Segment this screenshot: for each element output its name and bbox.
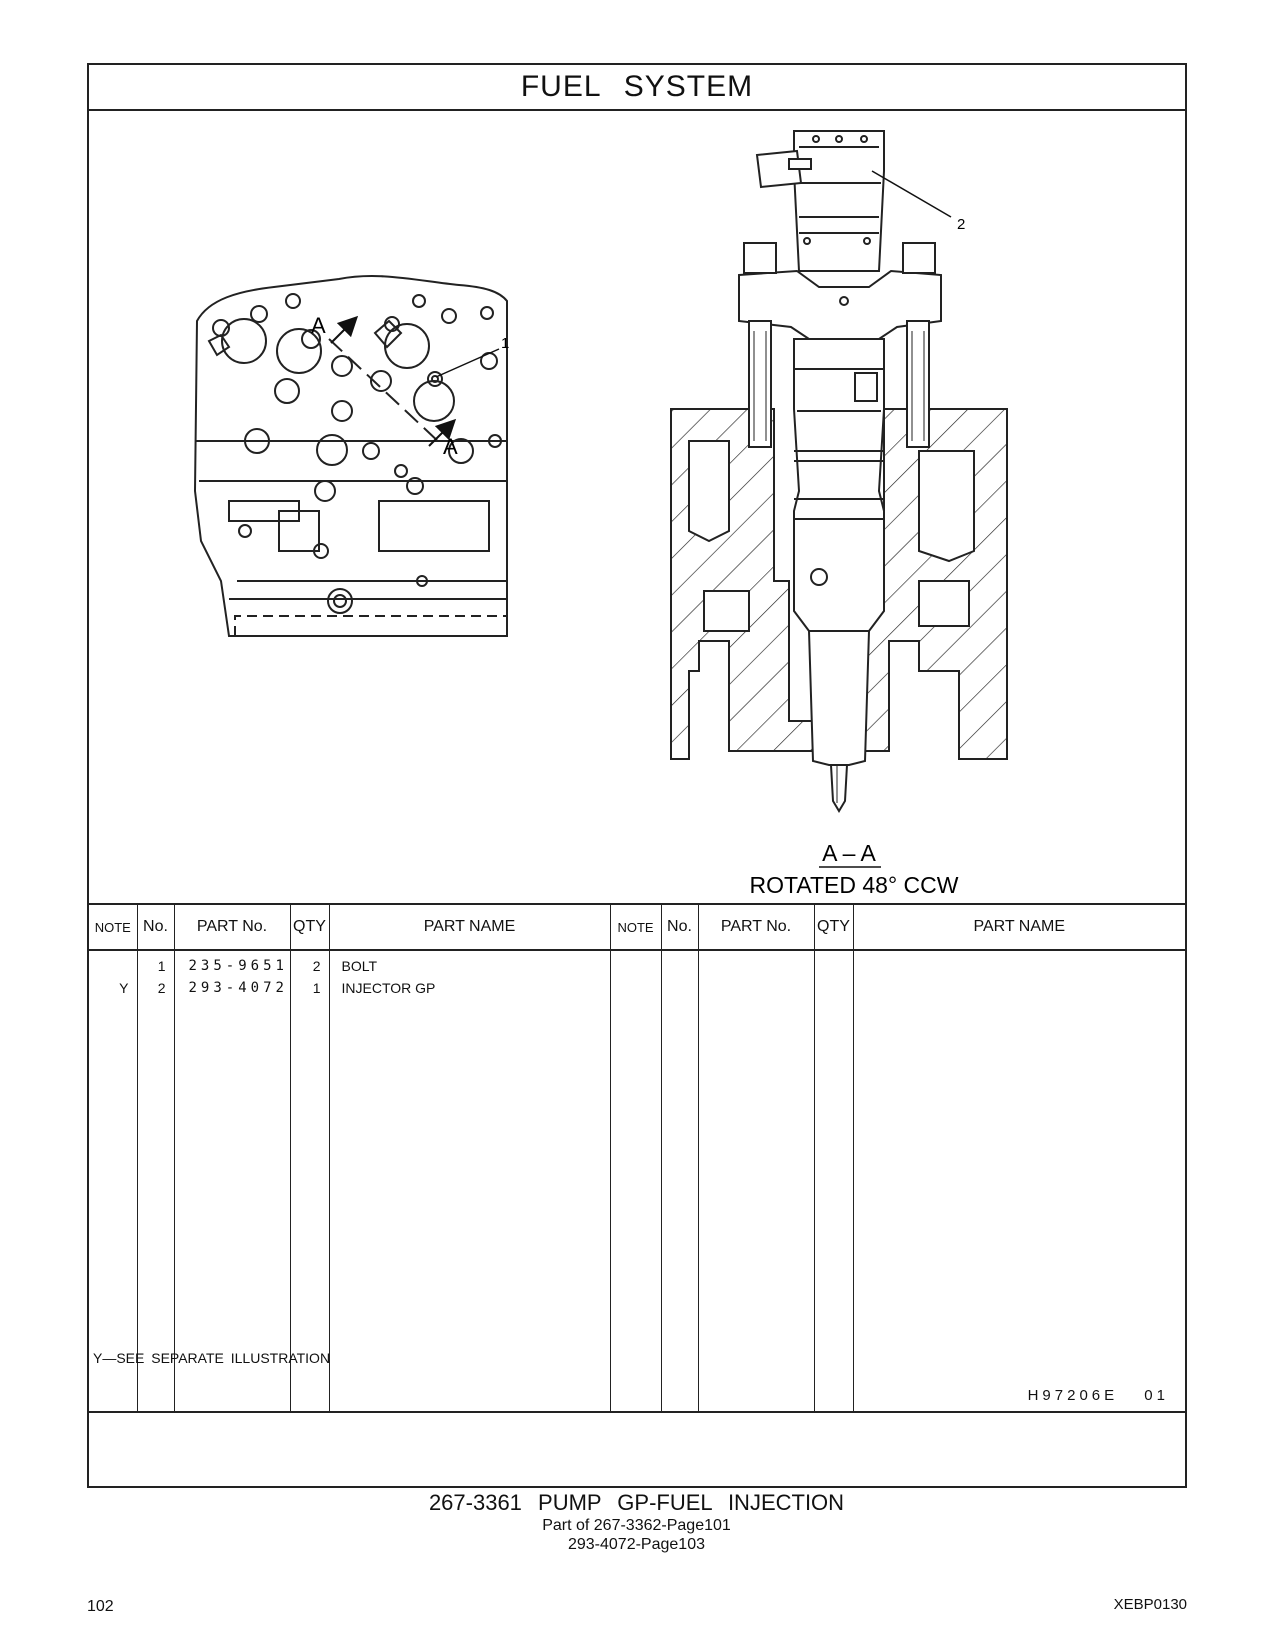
parts-page-frame: [87, 63, 1187, 1488]
row-2-part-name: INJECTOR GP: [341, 980, 436, 996]
col-header-no-2: No.: [661, 904, 698, 950]
row-1-no: 1: [157, 958, 166, 974]
callout-1: 1: [501, 335, 510, 352]
caption-main: 267-3361 PUMP GP-FUEL INJECTION: [428, 1490, 845, 1515]
section-mark-upper: A: [311, 313, 326, 338]
col-header-part-name: PART NAME: [329, 904, 610, 950]
row-2-note: Y: [119, 980, 129, 996]
section-mark-lower: A: [443, 434, 458, 459]
col-header-qty: QTY: [290, 904, 329, 950]
table-header-row: [89, 904, 1185, 950]
col-header-note: NOTE: [89, 904, 137, 950]
note-column-2: [610, 950, 661, 1412]
row-2-qty: 1: [312, 980, 321, 996]
document-code: XEBP0130: [1113, 1596, 1187, 1613]
col-header-part-no-2: PART No.: [698, 904, 814, 950]
part-name-column-2: [853, 950, 1185, 1412]
row-1-note: [89, 955, 137, 977]
no-column: [137, 950, 174, 1412]
section-view: [671, 131, 1007, 811]
row-2-no: 2: [157, 980, 166, 996]
row-1-qty: 2: [312, 958, 321, 974]
section-arrow-upper: [331, 323, 351, 343]
parts-table: [89, 903, 1185, 1413]
part-name-column: [329, 950, 610, 1412]
col-header-no: No.: [137, 904, 174, 950]
col-header-note-2: NOTE: [610, 904, 661, 950]
page-number: 102: [87, 1598, 114, 1615]
table-body: [89, 950, 1185, 1412]
page-title: FUEL SYSTEM: [89, 65, 1185, 111]
injector-top-right: [375, 317, 442, 386]
illustration-svg: [89, 111, 1185, 903]
col-header-qty-2: QTY: [814, 904, 853, 950]
leader-line-1: [436, 349, 499, 377]
no-column-2: [661, 950, 698, 1412]
col-header-part-no: PART No.: [174, 904, 290, 950]
page-caption: [0, 1490, 1273, 1554]
qty-column: [290, 950, 329, 1412]
section-note: ROTATED 48° CCW: [749, 872, 959, 898]
note-column: [89, 950, 137, 1412]
part-no-column: [174, 950, 290, 1412]
cylinder-head-view: [195, 276, 510, 636]
callout-2: 2: [957, 216, 966, 233]
col-header-part-name-2: PART NAME: [853, 904, 1185, 950]
footnote: Y—SEE SEPARATE ILLUSTRATION: [93, 1350, 331, 1366]
qty-column-2: [814, 950, 853, 1412]
row-2-part-no: 293-4072: [188, 980, 288, 996]
row-1-part-name: BOLT: [341, 958, 378, 974]
caption-line-2: Part of 267-3362-Page101: [542, 1517, 731, 1534]
section-title: A – A: [822, 840, 876, 866]
parts-illustration: [89, 111, 1185, 903]
caption-line-3: 293-4072-Page103: [567, 1536, 705, 1553]
row-1-part-no: 235-9651: [188, 958, 288, 974]
illustration-ref-code: H97206E 01: [1027, 1387, 1169, 1404]
injector-top-left: [209, 319, 266, 363]
part-no-column-2: [698, 950, 814, 1412]
